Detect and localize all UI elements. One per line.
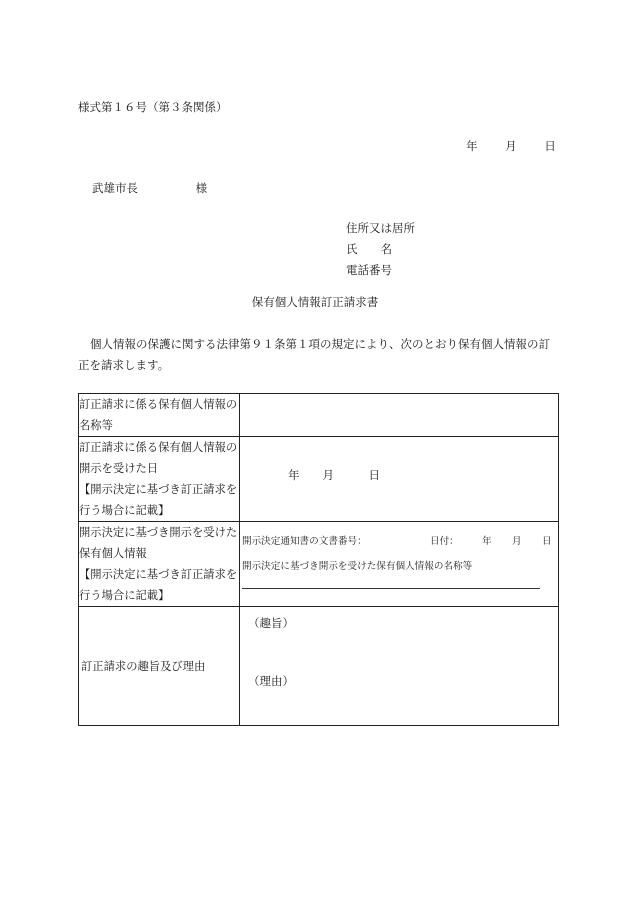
disclosed-info-name-label: 開示決定に基づき開示を受けた保有個人情報の名称等 (242, 561, 473, 572)
form-number: 様式第１６号（第３条関係） (78, 100, 228, 114)
table-row (79, 522, 559, 607)
date-month-label: 月 (505, 139, 517, 153)
notice-date-month: 月 (512, 536, 522, 547)
address-label: 住所又は居所 (346, 221, 415, 235)
intro-paragraph: 個人情報の保護に関する法律第９１条第１項の規定により、次のとおり保有個人情報の訂正を請求します。 (78, 337, 550, 372)
addressee-name: 武雄市長 (92, 181, 138, 195)
purpose-reason-label: 訂正請求の趣旨及び理由 (79, 607, 240, 726)
name-label: 氏 名 (346, 242, 392, 256)
request-form-table (78, 393, 559, 726)
info-name-field[interactable] (240, 394, 559, 437)
disclosure-date-label (79, 437, 240, 522)
notice-date-label: 日付： (430, 536, 459, 547)
disclosure-date-note: 【開示決定に基づき訂正請求を行う場合に記載】 (79, 483, 238, 517)
disclosure-date-label-text: 訂正請求に係る保有個人情報の開示を受けた日 (79, 441, 238, 475)
date-year-label: 年 (466, 139, 478, 153)
table-row (79, 394, 559, 437)
notice-date-day: 日 (542, 536, 552, 547)
disclosed-info-label-text: 開示決定に基づき開示を受けた保有個人情報 (79, 526, 238, 560)
phone-label: 電話番号 (346, 263, 392, 277)
notice-number-label: 開示決定通知書の文書番号： (242, 536, 367, 547)
info-name-label: 訂正請求に係る保有個人情報の名称等 (79, 394, 240, 437)
disclosure-date-field[interactable] (240, 437, 559, 522)
addressee (92, 180, 207, 196)
purpose-reason-field[interactable] (240, 607, 559, 726)
disclosed-info-note: 【開示決定に基づき訂正請求を行う場合に記載】 (79, 568, 238, 602)
notice-date-year: 年 (482, 536, 492, 547)
table-row (79, 437, 559, 522)
disclosure-date-placeholder: 年 月 日 (288, 468, 380, 482)
request-date (466, 138, 556, 154)
addressee-honorific: 様 (195, 181, 208, 195)
page-title: 保有個人情報訂正請求書 (251, 295, 379, 309)
disclosed-info-name-line (242, 588, 540, 589)
reason-label: （理由） (248, 674, 294, 688)
applicant-block (346, 218, 415, 281)
date-day-label: 日 (544, 139, 556, 153)
purpose-label: （趣旨） (248, 616, 294, 630)
disclosed-info-label (79, 522, 240, 607)
disclosed-info-field[interactable] (240, 522, 559, 607)
table-row (79, 607, 559, 726)
